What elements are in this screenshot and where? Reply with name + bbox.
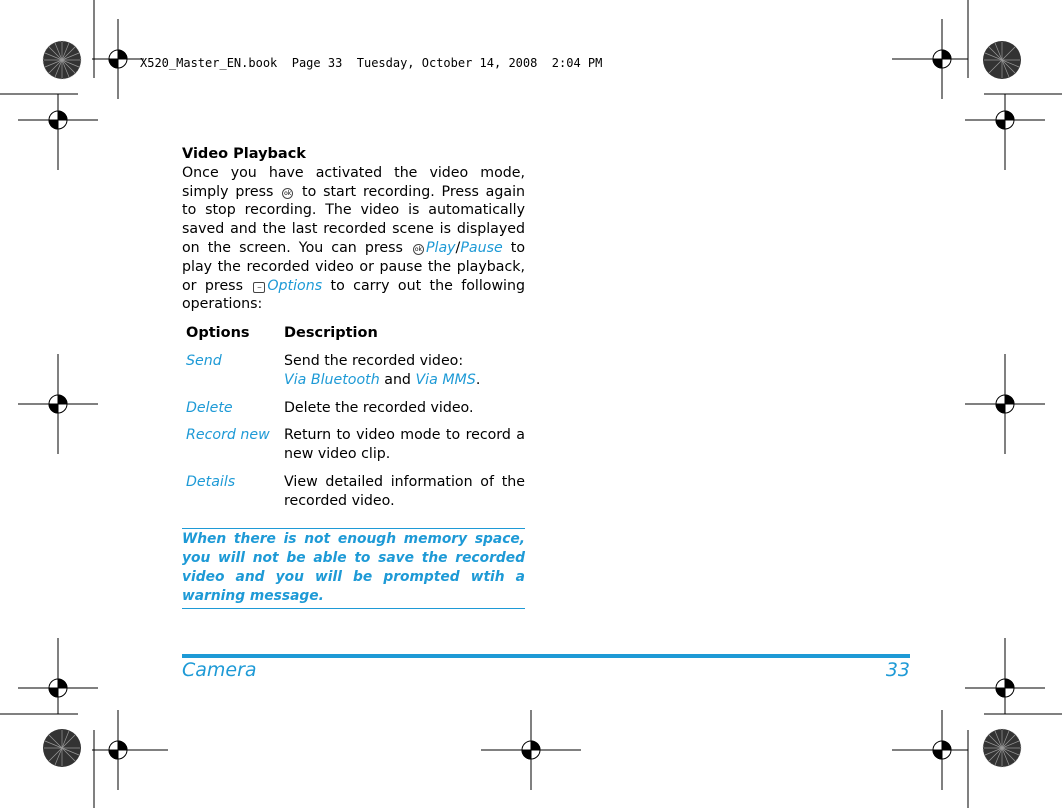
- option-details: Details: [186, 473, 236, 490]
- table-row: [182, 473, 525, 520]
- option-record-new: Record new: [186, 427, 270, 444]
- play-label: Play: [425, 239, 456, 256]
- desc-record-new: Return to video mode to record a new video clip.: [284, 427, 525, 463]
- table-header-row: [182, 324, 525, 352]
- para-text-3: to play the recorded video or pause the playback, or press: [182, 239, 526, 294]
- table-row: [182, 352, 525, 399]
- via-mms: Via MMS: [415, 371, 476, 388]
- col-header-description: Description: [284, 325, 378, 342]
- table-row: [182, 399, 525, 427]
- para-text-2: to start recording. Press again to stop recording. The video is automatically saved and the last recorded scene is displayed on the screen. You can press: [182, 183, 526, 256]
- body-paragraph: [182, 164, 525, 314]
- footer-chapter-title: Camera: [182, 659, 257, 681]
- desc-send-sub: [284, 371, 525, 390]
- section-title: Video Playback: [182, 146, 306, 162]
- ok-key-icon: ok: [284, 189, 292, 197]
- table-row: [182, 426, 525, 473]
- footer-rule: [182, 654, 910, 658]
- para-text-4: to carry out the following operations:: [182, 277, 525, 313]
- desc-details: View detailed information of the recorded video.: [284, 473, 525, 509]
- slash-text: /: [455, 239, 461, 256]
- left-softkey-icon: −: [253, 282, 265, 293]
- via-bluetooth: Via Bluetooth: [284, 371, 380, 388]
- ok-key-icon: ok: [414, 245, 423, 253]
- para-text-1: Once you have activated the video mode, simply press: [182, 164, 525, 200]
- section-video-playback: [182, 145, 525, 609]
- and-text: and: [384, 371, 411, 388]
- desc-send-main: Send the recorded video:: [284, 352, 464, 369]
- print-running-head: X520_Master_EN.book Page 33 Tuesday, October 14, 2008 2:04 PM: [140, 56, 603, 70]
- option-delete: Delete: [186, 399, 233, 416]
- pause-label: Pause: [460, 239, 503, 256]
- footer-page-number: 33: [885, 659, 910, 681]
- desc-delete: Delete the recorded video.: [284, 399, 474, 416]
- desc-send: [280, 352, 525, 399]
- options-table: [182, 324, 525, 519]
- options-label: Options: [267, 277, 323, 294]
- period-text: .: [475, 371, 481, 388]
- warning-note: When there is not enough memory space, you will not be able to save the recorded video and you will be prompted wtih a warning message.: [182, 528, 525, 609]
- col-header-options: Options: [186, 325, 250, 342]
- option-send: Send: [186, 352, 222, 369]
